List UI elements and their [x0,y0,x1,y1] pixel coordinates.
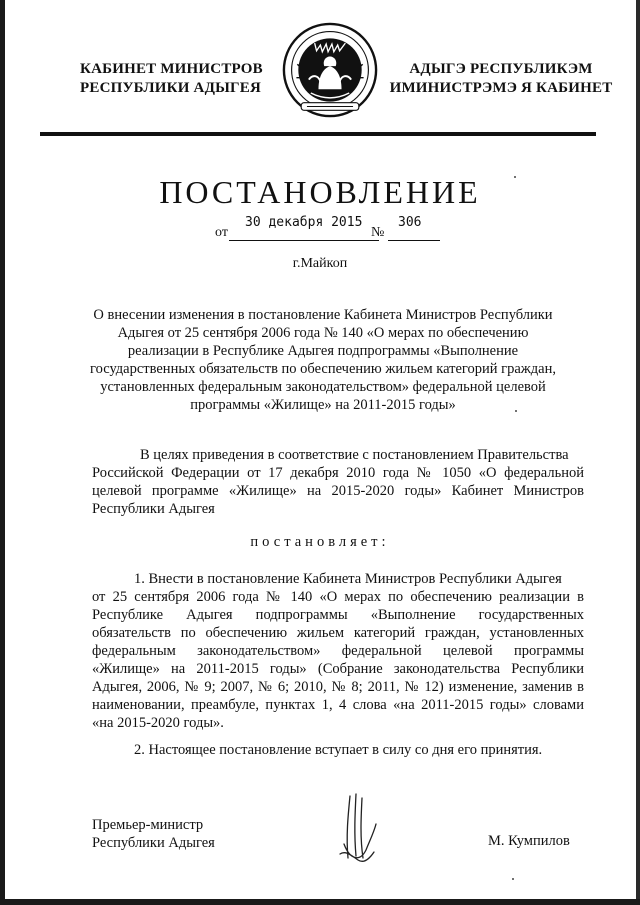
item1-line: «на 2015-2020 годы». [92,715,224,731]
subject-line: Адыгея от 25 сентября 2006 года № 140 «О мерах по обеспечению [117,325,529,341]
item1-line: наименовании, преамбуле, пунктах 1, 4 слова «на 2011-2015 годы» словами [92,697,584,713]
item1-line: федеральным законодательством» федеральной целевой программы [92,643,584,659]
signatory-position-line2: Республики Адыгея [92,835,215,851]
subject-line: государственных обязательств по обеспечению жильем категорий граждан, [90,361,556,377]
page-edge-left [0,0,5,905]
item1-line: 1. Внести в постановление Кабинета Министров Республики Адыгея [134,571,562,587]
document-subject [88,306,558,414]
header-right-line2: ИМИНИСТРЭМЭ Я КАБИНЕТ [389,80,613,96]
item2-paragraph: 2. Настоящее постановление вступает в силу со дня его принятия. [134,742,543,758]
document-city: г.Майкоп [292,256,348,271]
header-rule [40,132,596,136]
item1-line: от 25 сентября 2006 года № 140 «О мерах по обеспечению реализации в [92,589,584,605]
date-prefix: от [215,225,228,240]
document-number: 306 [398,215,422,230]
page-edge-right [636,0,640,905]
header-left-line1: КАБИНЕТ МИНИСТРОВ [80,61,263,77]
subject-line: установленных федеральным законодательством» федеральной целевой [100,379,546,395]
item1-line: «Жилище» на 2011-2015 годы» (Собрание законодательства Республики [92,661,584,677]
preamble-paragraph [92,446,584,518]
date-number-line [215,215,475,245]
scan-speck [512,878,514,880]
signatory-position [92,816,215,852]
preamble-line: Российской Федерации от 17 декабря 2010 года № 1050 «О федеральной [92,465,584,481]
scan-speck [515,410,517,412]
item1-line: Адыгея, 2006, № 9; 2007, № 6; 2010, № 8; 2011, № 12) изменение, заменив в [92,679,584,695]
handwritten-signature [330,788,390,868]
resolves-word: постановляет: [250,534,390,550]
document-date: 30 декабря 2015 [245,215,363,230]
subject-line: О внесении изменения в постановление Кабинета Министров Республики [93,307,553,323]
item1-paragraph [92,570,584,732]
page-edge-bottom [0,899,640,905]
preamble-line: целевой программе «Жилище» на 2015-2020 годы» Кабинет Министров [92,483,584,499]
adygea-coat-of-arms-icon [282,22,378,118]
signatory-position-line1: Премьер-министр [92,817,204,833]
signatory-name: М. Кумпилов [488,833,570,849]
subject-line: программы «Жилище» на 2011-2015 годы» [190,397,456,413]
document-title: ПОСТАНОВЛЕНИЕ [159,174,481,210]
item1-line: Республике Адыгея подпрограммы «Выполнение государственных [92,607,584,623]
subject-line: реализации в Республике Адыгея подпрограммы «Выполнение [127,343,519,359]
number-prefix: № [371,225,385,240]
header-left-line2: РЕСПУБЛИКИ АДЫГЕЯ [80,80,262,96]
item1-line: обязательств по обеспечению жильем категорий граждан, установленных [92,625,584,641]
header-right [382,60,620,98]
header-right-line1: АДЫГЭ РЕСПУБЛИКЭМ [409,61,593,77]
preamble-line: Республики Адыгея [92,501,215,517]
scan-speck [514,176,516,178]
header-left [80,60,263,98]
preamble-line: В целях приведения в соответствие с постановлением Правительства [140,447,569,463]
